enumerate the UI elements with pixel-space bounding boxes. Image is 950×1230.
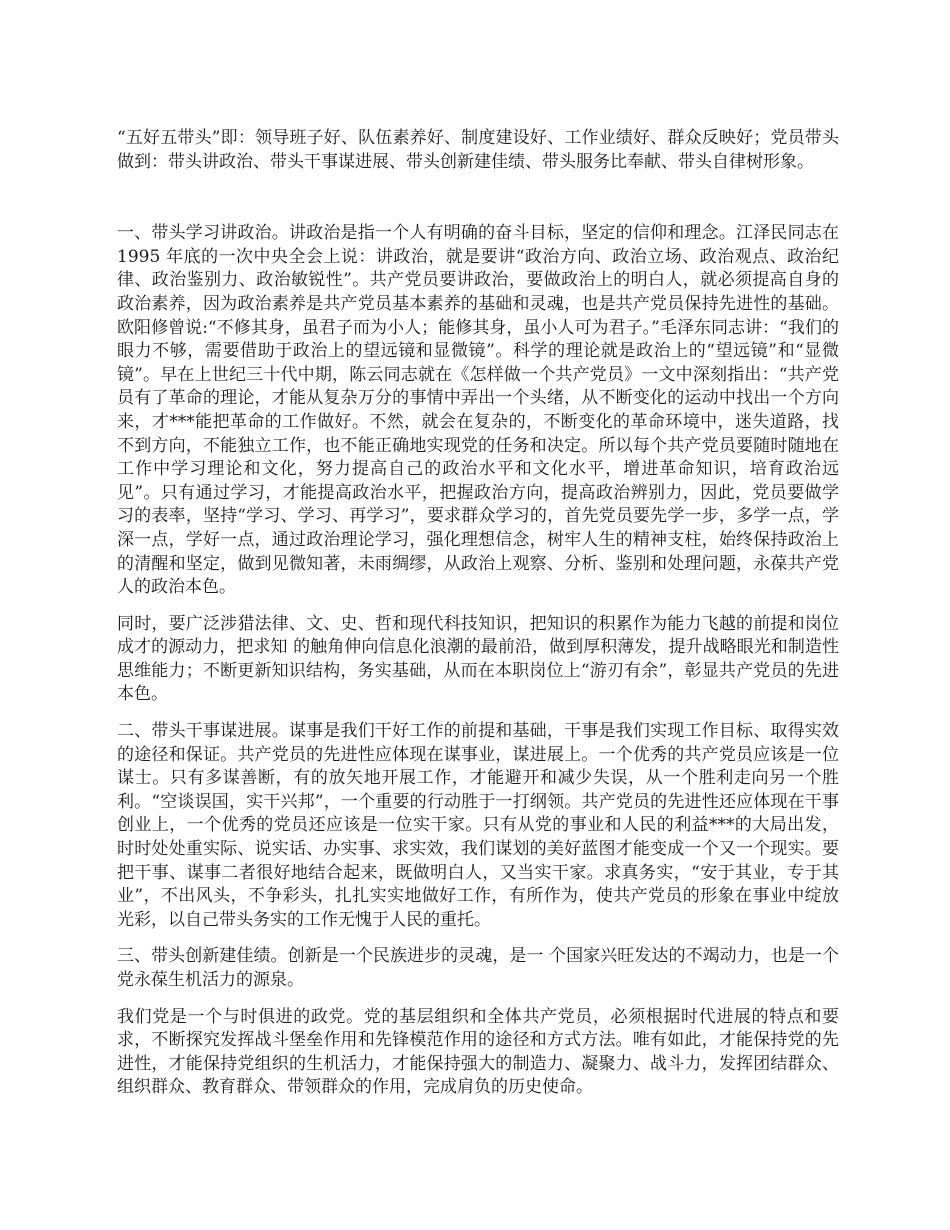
section-two-paragraph: 二、带头干事谋进展。谋事是我们干好工作的前提和基础，干事是我们实现工作目标、取得实效的途径和保证。共产党员的先进性应体现在谋事业，谋进展上。一个优秀的共产党员应该是一位谋士。只有多谋善断，有的放矢地开展工作，才能避开和减少失误，从一个胜利走向另一个胜利。“空谈误国，实干兴邦”，一个重要的行动胜于一打纲领。共产党员的先进性还应体现在干事创业上，一个优秀的党员还应该是一位实干家。只有从党的事业和人民的利益***的大局出发，时时处处重实际、说实话、办实事、求实效，我们谋划的美好蓝图才能变成一个又一个现实。要把干事、谋事二者很好地结合起来，既做明白人，又当实干家。求真务实，“安于其业，专于其业”，不出风头，不争彩头，扎扎实实地做好工作，有所作为，使共产党员的形象在事业中绽放光彩，以自己带头务实的工作无愧于人民的重托。 bbox=[117, 721, 839, 930]
section-three-paragraph: 三、带头创新建佳绩。创新是一个民族进步的灵魂，是一 个国家兴旺发达的不竭动力，也是一个党永葆生机活力的源泉。 bbox=[117, 946, 839, 990]
section-one-continued-paragraph: 同时，要广泛涉猎法律、文、史、哲和现代科技知识，把知识的积累作为能力飞越的前提和岗位成才的源动力，把求知 的触角伸向信息化浪潮的最前沿，做到厚积薄发，提升战略眼光和制造性思维能力；不断更新知识结构，务实基础，从而在本职岗位上“游刃有余”，彰显共产党员的先进本色。 bbox=[117, 613, 839, 705]
document-page bbox=[117, 127, 839, 1100]
section-three-continued-paragraph: 我们党是一个与时俱进的政党。党的基层组织和全体共产党员，必须根据时代进展的特点和要求，不断探究发挥战斗堡垒作用和先锋模范作用的途径和方式方法。唯有如此，才能保持党的先进性，才能保持党组织的生机活力，才能保持强大的制造力、凝聚力、战斗力，发挥团结群众、组织群众、教育群众、带领群众的作用，完成肩负的历史使命。 bbox=[117, 1006, 839, 1098]
section-one-paragraph: 一、带头学习讲政治。讲政治是指一个人有明确的奋斗目标，坚定的信仰和理念。江泽民同志在 1995 年底的一次中央全会上说：讲政治，就是要讲“政治方向、政治立场、政治观点、政治纪律、政治鉴别力、政治敏锐性”。共产党员要讲政治，要做政治上的明白人，就必须提高自身的政治素养，因为政治素养是共产党员基本素养的基础和灵魂，也是共产党员保持先进性的基础。欧阳修曾说:“不修其身，虽君子而为小人；能修其身，虽小人可为君子。”毛泽东同志讲：“我们的眼力不够，需要借助于政治上的望远镜和显微镜”。科学的理论就是政治上的“望远镜”和“显微镜”。早在上世纪三十代中期，陈云同志就在《怎样做一个共产党员》一文中深刻指出：“共产党员有了革命的理论，才能从复杂万分的事情中弄出一个头绪，从不断变化的运动中找出一个方向来，才***能把革命的工作做好。不然，就会在复杂的，不断变化的革命环境中，迷失道路，找不到方向，不能独立工作，也不能正确地实现党的任务和决定。所以每个共产党员要随时随地在工作中学习理论和文化，努力提高自己的政治水平和文化水平，增进革命知识，培育政治远见”。只有通过学习，才能提高政治水平，把握政治方向，提高政治辨别力，因此，党员要做学习的表率，坚持“学习、学习、再学习”，要求群众学习的，首先党员要先学一步，多学一点，学深一点，学好一点，通过政治理论学习，强化理想信念，树牢人生的精神支柱，始终保持政治上的清醒和坚定，做到见微知著，未雨绸缪，从政治上观察、分析、鉴别和处理问题，永葆共产党人的政治本色。 bbox=[117, 223, 839, 598]
intro-paragraph: “五好五带头”即：领导班子好、队伍素养好、制度建设好、工作业绩好、群众反映好；党员带头做到：带头讲政治、带头干事谋进展、带头创新建佳绩、带头服务比奉献、带头自律树形象。 bbox=[117, 128, 839, 172]
